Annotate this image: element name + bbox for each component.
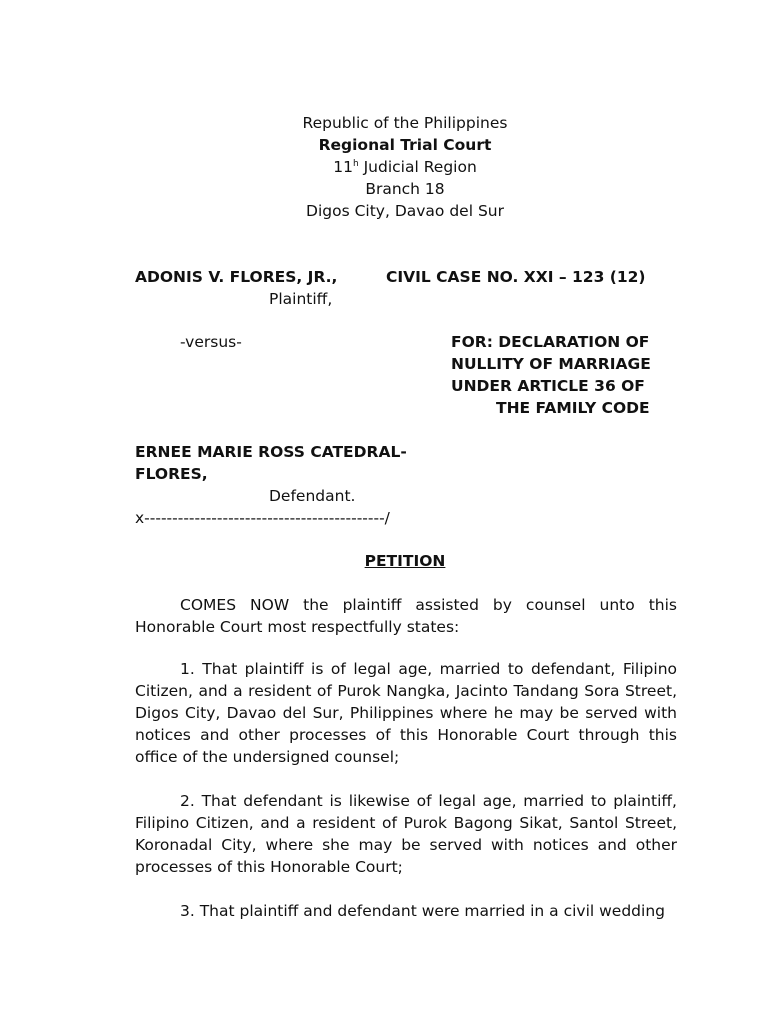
- plaintiff-role: Plaintiff,: [269, 290, 333, 308]
- petition-title: PETITION: [364, 552, 446, 570]
- defendant-name-line-2: FLORES,: [135, 465, 208, 483]
- header-republic: Republic of the Philippines: [302, 114, 508, 132]
- paragraph-2: 2. That defendant is likewise of legal age, married to plaintiff, Filipino Citizen, and a resident of Purok Bagong Sikat, Santol Street, Koronadal City, where she may be served with notices and other processes of this Honorable Court;: [135, 792, 677, 876]
- paragraph-3: 3. That plaintiff and defendant were married in a civil wedding: [180, 902, 665, 920]
- header-region: [0, 156, 768, 178]
- defendant-role: Defendant.: [269, 487, 356, 505]
- header-city: Digos City, Davao del Sur: [306, 202, 504, 220]
- header-region-label: Judicial Region: [363, 158, 477, 176]
- paragraph-1: 1. That plaintiff is of legal age, married to defendant, Filipino Citizen, and a resident of Purok Nangka, Jacinto Tandang Sora Street, Digos City, Davao del Sur, Philippines where he may be served with notices and other processes of this Honorable Court through this office of the undersigned counsel;: [135, 660, 677, 766]
- case-for-line-2: NULLITY OF MARRIAGE: [451, 355, 651, 373]
- case-for-line-4: THE FAMILY CODE: [496, 399, 650, 417]
- intro-paragraph: COMES NOW the plaintiff assisted by counsel unto this Honorable Court most respectfully states:: [135, 596, 677, 636]
- header-branch: Branch 18: [365, 180, 445, 198]
- defendant-name-line-1: ERNEE MARIE ROSS CATEDRAL-: [135, 443, 407, 461]
- plaintiff-name: ADONIS V. FLORES, JR.,: [135, 268, 338, 286]
- header-region-superscript: h: [352, 159, 359, 169]
- header-region-number: 11: [333, 158, 353, 176]
- case-for-line-1: FOR: DECLARATION OF: [451, 333, 650, 351]
- case-for-line-3: UNDER ARTICLE 36 OF: [451, 377, 645, 395]
- versus-label: -versus-: [180, 333, 242, 351]
- header-court: Regional Trial Court: [318, 136, 492, 154]
- caption-separator: x-------------------------------------------/: [135, 509, 390, 527]
- case-number: CIVIL CASE NO. XXI – 123 (12): [386, 268, 646, 286]
